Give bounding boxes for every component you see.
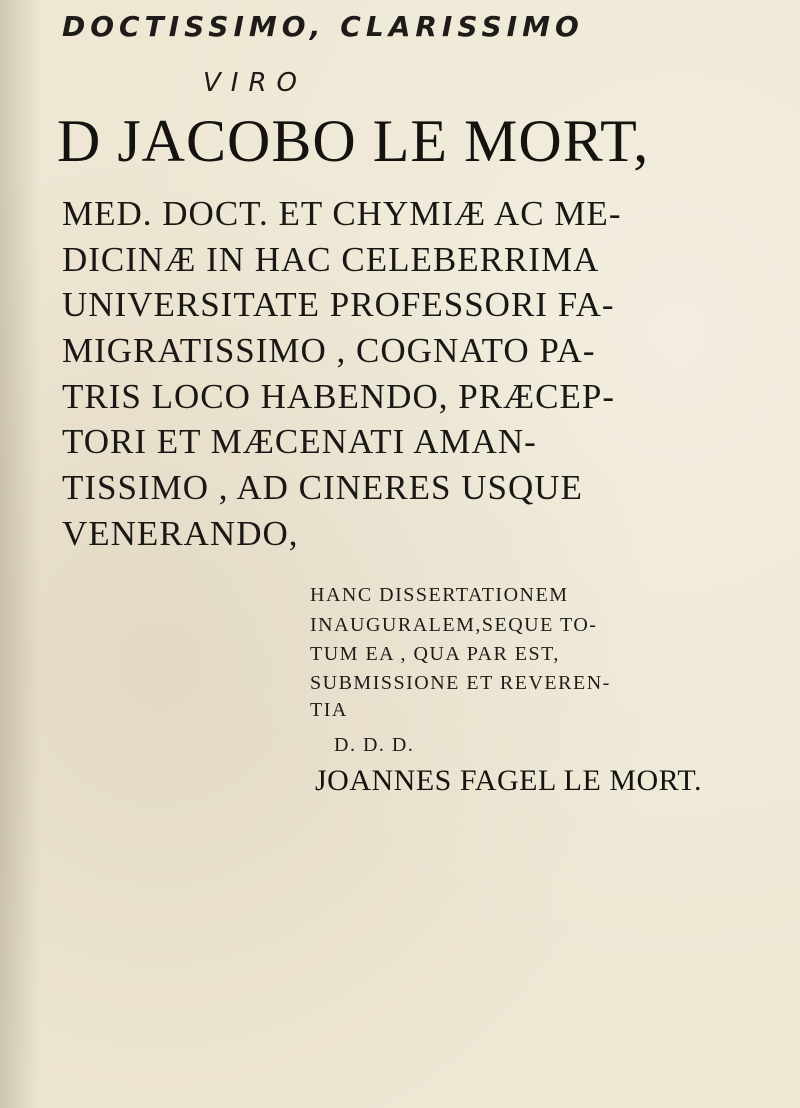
dedication-line: MED. DOCT. ET CHYMIÆ AC ME- bbox=[62, 194, 622, 233]
dedication-line: VENERANDO, bbox=[62, 514, 299, 553]
dedication-line: UNIVERSITATE PROFESSORI FA- bbox=[62, 285, 615, 324]
heading-line-2: VIRO bbox=[203, 68, 307, 98]
dedication-line: TRIS LOCO HABENDO, PRÆCEP- bbox=[62, 377, 615, 416]
signature-line: JOANNES FAGEL LE MORT. bbox=[315, 764, 702, 797]
offering-line: INAUGURALEM,SEQUE TO- bbox=[310, 614, 598, 636]
offering-line: TUM EA , QUA PAR EST, bbox=[310, 643, 560, 665]
offering-line: HANC DISSERTATIONEM bbox=[310, 584, 569, 606]
offering-line: TIA bbox=[310, 699, 348, 721]
dedication-line: DICINÆ IN HAC CELEBERRIMA bbox=[62, 240, 600, 279]
dedicatee-name: D JACOBO LE MORT, bbox=[57, 108, 650, 174]
dat-dicat-dedicat: D. D. D. bbox=[334, 734, 415, 756]
heading-line-1: DOCTISSIMO, CLARISSIMO bbox=[62, 10, 584, 43]
offering-line: SUBMISSIONE ET REVEREN- bbox=[310, 672, 611, 694]
dedication-line: TISSIMO , AD CINERES USQUE bbox=[62, 468, 583, 507]
dedication-line: TORI ET MÆCENATI AMAN- bbox=[62, 422, 537, 461]
dedication-line: MIGRATISSIMO , COGNATO PA- bbox=[62, 331, 596, 370]
